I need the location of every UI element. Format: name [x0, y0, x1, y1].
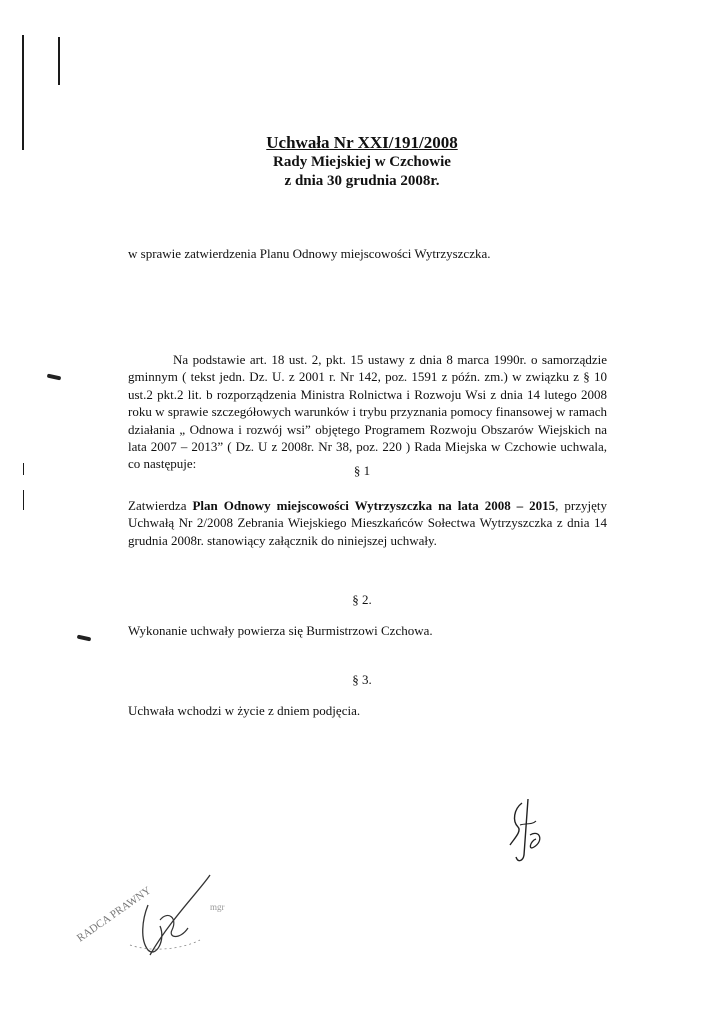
paragraph-mark-1: § 1 [353, 463, 371, 478]
paragraph-2-text: Wykonanie uchwały powierza się Burmistrzowi Czchowa. [128, 623, 433, 638]
resolution-title: Uchwała Nr XXI/191/2008 [266, 133, 458, 152]
paragraph-1-plan-name: Plan Odnowy miejscowości Wytrzyszczka na lata 2008 – 2015 [192, 498, 556, 513]
stamp-signature [60, 860, 260, 970]
resolution-issuer: Rady Miejskiej w Czchowie [273, 154, 451, 170]
stamp-text-line1: RADCA PRAWNY [74, 884, 154, 945]
paragraph-3-text: Uchwała wchodzi w życie z dniem podjęcia. [128, 703, 361, 718]
scan-hole-mark [47, 374, 62, 381]
stamp-text-line2: mgr [210, 902, 225, 912]
scan-edge-line [23, 490, 24, 510]
paragraph-mark-3: § 3. [352, 672, 372, 687]
paragraph-1-text [128, 497, 607, 549]
scan-edge-line [58, 37, 60, 85]
resolution-date: z dnia 30 grudnia 2008r. [284, 173, 440, 189]
handwritten-initials [500, 795, 550, 865]
legal-basis-paragraph: Na podstawie art. 18 ust. 2, pkt. 15 ustawy z dnia 8 marca 1990r. o samorządzie gminnym ( tekst jedn. Dz. U. z 2001 r. Nr 142, poz. 1591 z późn. zm.) w związku z § 10 ust.2 pkt.2 lit. b rozporządzenia Ministra Rolnictwa i Rozwoju Wsi z dnia 14 lutego 2008 roku w sprawie szczegółowych warunków i trybu przyznania pomocy finansowej w ramach działania „ Odnowa i rozwój wsi” objętego Programem Rozwoju Obszarów Wiejskich na lata 2007 – 2013” ( Dz. U z 2008r. Nr 38, poz. 220 ) Rada Miejska w Czchowie uchwala, co następuje: [128, 352, 607, 472]
legal-counsel-stamp [60, 860, 260, 970]
scan-hole-mark [77, 635, 92, 642]
resolution-subject: w sprawie zatwierdzenia Planu Odnowy miejscowości Wytrzyszczka. [128, 246, 491, 261]
paragraph-mark-2: § 2. [352, 592, 372, 607]
paragraph-1-text-end: , przyjęty Uchwałą Nr 2/2008 Zebrania Wiejskiego Mieszkańców Sołectwa Wytrzyszczka z dnia 14 grudnia 2008r. stanowiący załącznik do niniejszej uchwały. [128, 498, 607, 548]
paragraph-1-text-start: Zatwierdza [128, 498, 193, 513]
